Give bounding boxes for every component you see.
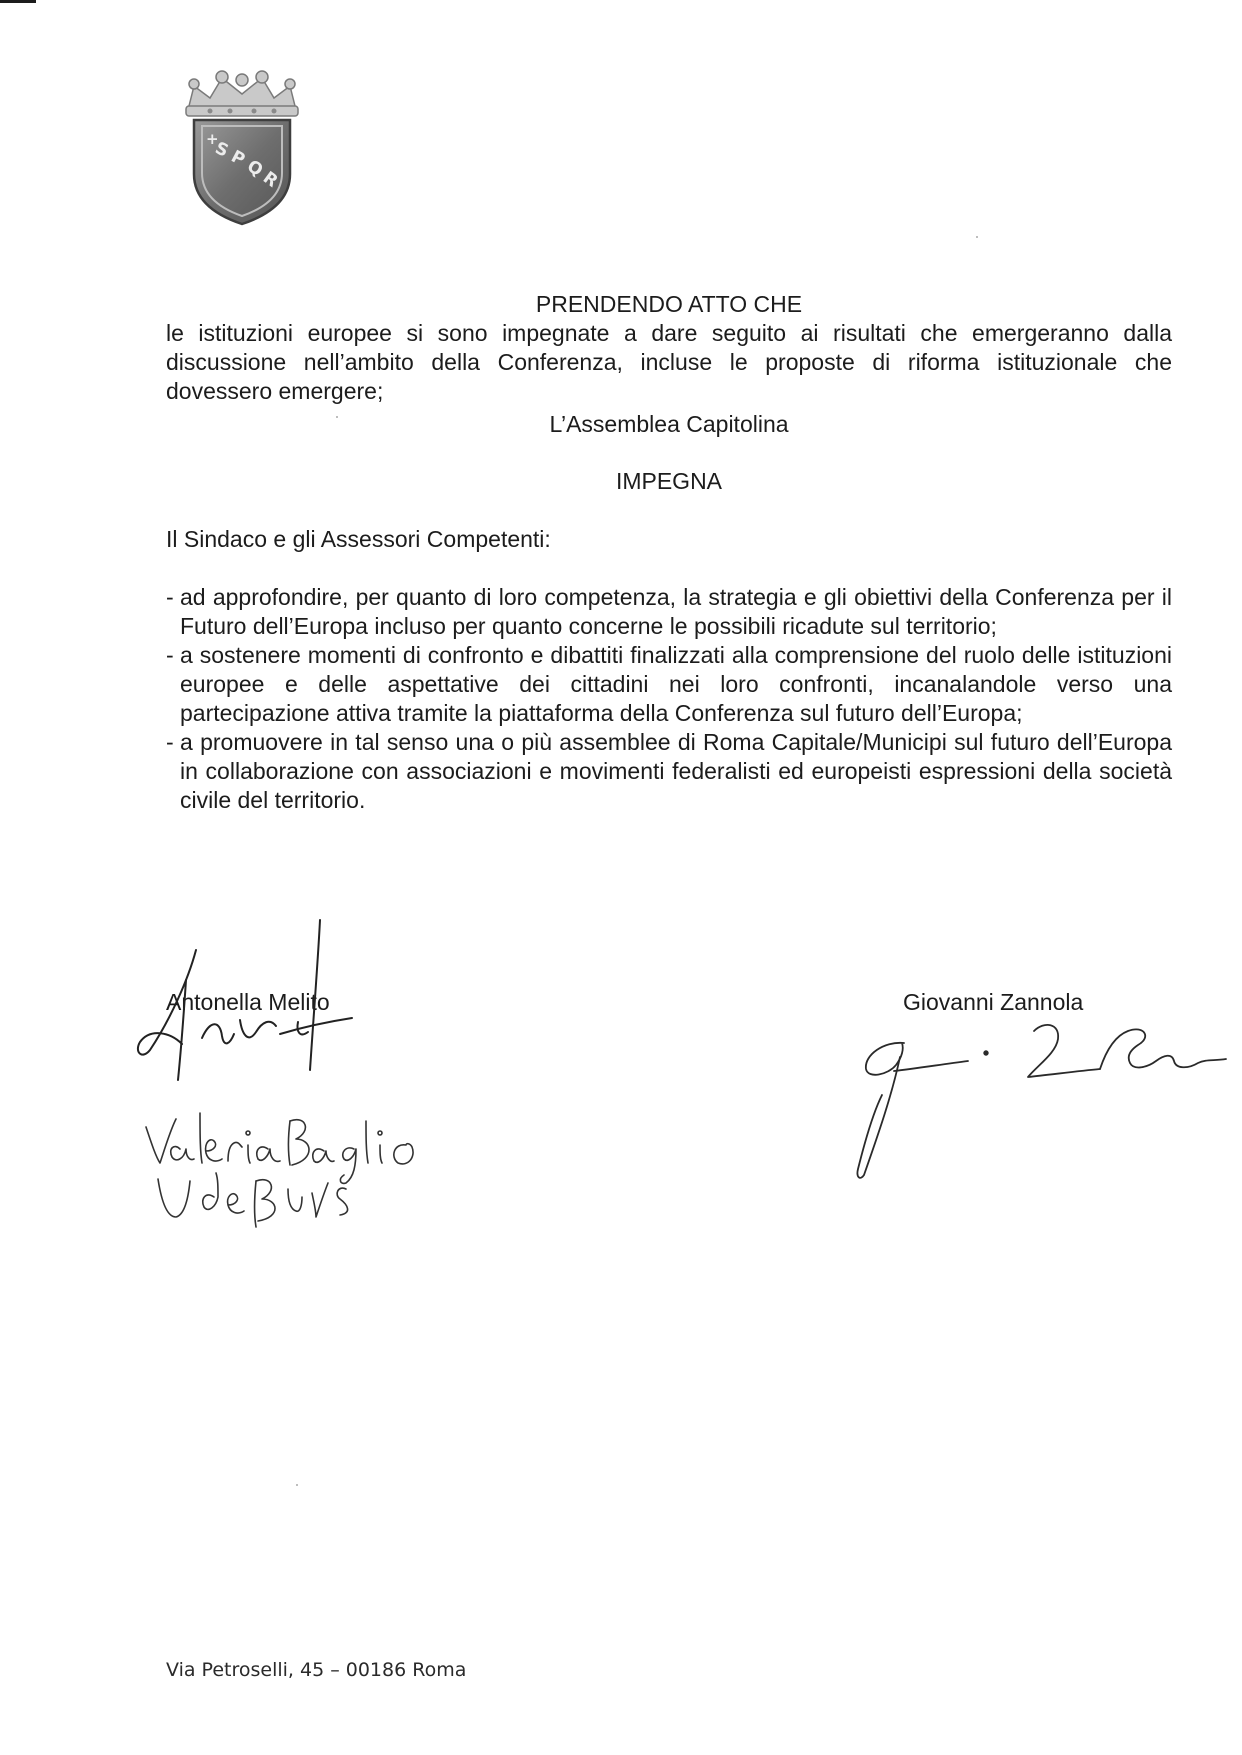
addressees-line: Il Sindaco e gli Assessori Competenti: <box>166 526 551 552</box>
heading-prendendo-atto: PRENDENDO ATTO CHE <box>535 291 803 317</box>
signatory-right-name: Giovanni Zannola <box>903 989 1084 1015</box>
svg-text:P: P <box>227 146 249 171</box>
scan-speck <box>976 236 978 238</box>
footer-address: Via Petroselli, 45 – 00186 Roma <box>166 1659 467 1681</box>
signatory-left-name: Antonella Melito <box>166 989 330 1015</box>
signature-baglio-icon <box>140 1105 430 1235</box>
list-item: - ad approfondire, per quanto di loro competenza, la strategia e gli obiettivi della Conferenza per il Futuro dell’Europa incluso per quanto concerne le possibili ricadute sul territorio; <box>166 583 1172 641</box>
svg-text:+: + <box>206 130 219 148</box>
svg-text:R: R <box>259 167 282 192</box>
prendendo-paragraph: le istituzioni europee si sono impegnate a dare seguito ai risultati che emergeranno dalla discussione nell’ambito della Conferenza, incluse le proposte di riforma istituzionale che dovessero emergere; <box>166 320 1172 404</box>
svg-text:Q: Q <box>243 156 267 181</box>
commitments-list <box>166 583 1172 815</box>
signature-melito-icon <box>130 910 360 1090</box>
spqr-crest-icon <box>180 70 304 226</box>
scan-speck <box>336 416 338 418</box>
scan-edge-mark <box>0 0 36 3</box>
list-item: - a promuovere in tal senso una o più assemblee di Roma Capitale/Municipi sul futuro dell’Europa in collaborazione con associazioni e movimenti federalisti ed europeisti espressioni della società civile del territorio. <box>166 728 1172 815</box>
heading-impegna: IMPEGNA <box>615 468 723 494</box>
svg-text:S: S <box>211 138 232 162</box>
signature-zannola-icon <box>838 1005 1228 1185</box>
assembly-label: L’Assemblea Capitolina <box>549 411 789 437</box>
list-item: - a sostenere momenti di confronto e dibattiti finalizzati alla comprensione del ruolo delle istituzioni europee e delle aspettative dei cittadini nei loro confronti, incanalandole verso una partecipazione attiva tramite la piattaforma della Conferenza sul futuro dell’Europa; <box>166 641 1172 728</box>
scan-speck <box>296 1484 298 1486</box>
